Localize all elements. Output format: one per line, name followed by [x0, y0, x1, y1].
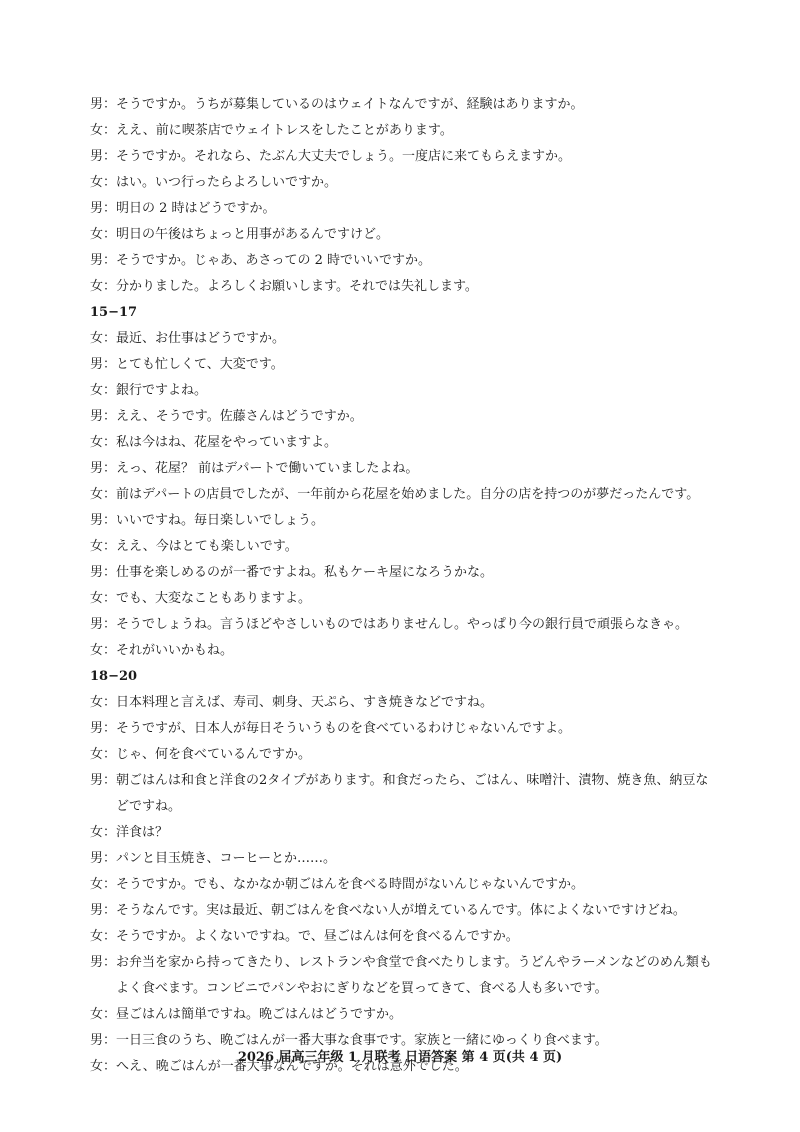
dialogue-line — [90, 482, 715, 508]
speaker-label: 男： — [90, 409, 117, 424]
line-text: ええ、前に喫茶店でウェイトレスをしたことがあります。 — [116, 123, 453, 138]
line-text: ええ、そうです。佐藤さんはどうですか。 — [116, 409, 363, 424]
speaker-label: 女： — [90, 695, 117, 710]
speaker-label: 女： — [90, 825, 117, 840]
dialogue-line — [90, 404, 715, 430]
dialogue-line — [90, 352, 715, 378]
dialogue-line — [90, 92, 715, 118]
speaker-label: 男： — [90, 773, 117, 788]
line-text: 前はデパートの店員でしたが、一年前から花屋を始めました。自分の店を持つのが夢だったんです。 — [116, 487, 700, 502]
line-text: 最近、お仕事はどうですか。 — [116, 331, 286, 346]
speaker-label: 女： — [90, 877, 117, 892]
dialogue-line — [90, 118, 715, 144]
section-heading: 15−17 — [90, 305, 138, 320]
line-text: そうでしょうね。言うほどやさしいものではありませんし。やっぱり今の銀行員で頑張らなきゃ。 — [116, 617, 689, 632]
line-text: とても忙しくて、大変です。 — [116, 357, 284, 372]
speaker-label: 男： — [90, 617, 117, 632]
line-text: 明日の 2 時はどうですか。 — [116, 201, 276, 216]
line-text: 昼ごはんは簡単ですね。晩ごはんはどうですか。 — [116, 1007, 403, 1022]
dialogue-line — [90, 898, 715, 924]
line-text: ええ、今はとても楽しいです。 — [116, 539, 298, 554]
dialogue-section-1 — [90, 92, 715, 300]
speaker-label: 女： — [90, 279, 117, 294]
dialogue-line — [90, 222, 715, 248]
speaker-label: 男： — [90, 97, 117, 112]
line-text: でも、大変なこともありますよ。 — [116, 591, 312, 606]
speaker-label: 女： — [90, 1059, 117, 1074]
speaker-label: 女： — [90, 539, 117, 554]
line-text: 仕事を楽しめるのが一番ですよね。私もケーキ屋になろうかな。 — [116, 565, 494, 580]
line-text: そうですが、日本人が毎日そういうものを食べているわけじゃないんですよ。 — [116, 721, 572, 736]
speaker-label: 女： — [90, 929, 117, 944]
dialogue-line — [90, 690, 715, 716]
speaker-label: 男： — [90, 253, 117, 268]
speaker-label: 女： — [90, 123, 117, 138]
section-heading: 18−20 — [90, 669, 138, 684]
speaker-label: 女： — [90, 487, 117, 502]
speaker-label: 男： — [90, 357, 117, 372]
line-text: はい。いつ行ったらよろしいですか。 — [116, 175, 338, 190]
line-text: えっ、花屋？ 前はデパートで働いていましたよね。 — [116, 461, 419, 476]
line-text: じゃ、何を食べているんですか。 — [116, 747, 312, 762]
dialogue-line — [90, 820, 715, 846]
dialogue-line — [90, 846, 715, 872]
speaker-label: 女： — [90, 591, 117, 606]
line-text: 分かりました。よろしくお願いします。それでは失礼します。 — [116, 279, 478, 294]
speaker-label: 女： — [90, 643, 117, 658]
line-text: それがいいかもね。 — [116, 643, 234, 658]
dialogue-line — [90, 612, 715, 638]
dialogue-line — [90, 144, 715, 170]
page-footer: 2026 届高三年级 1 月联考 日语答案 第 4 页(共 4 页) — [237, 1050, 563, 1065]
speaker-label: 女： — [90, 331, 117, 346]
dialogue-line — [90, 378, 715, 404]
dialogue-section-18-20 — [90, 664, 715, 1080]
speaker-label: 男： — [90, 461, 117, 476]
line-text: へえ、晩ごはんが一番大事なんですか。それは意外でした。 — [116, 1059, 468, 1074]
dialogue-line — [90, 586, 715, 612]
speaker-label: 男： — [90, 955, 117, 970]
speaker-label: 女： — [90, 1007, 117, 1022]
dialogue-line — [90, 196, 715, 222]
line-text: 日本料理と言えば、寿司、刺身、天ぷら、すき焼きなどですね。 — [116, 695, 494, 710]
line-text: そうなんです。実は最近、朝ごはんを食べない人が増えているんです。体によくないですけどね。 — [116, 903, 686, 918]
dialogue-line — [90, 170, 715, 196]
speaker-label: 女： — [90, 383, 117, 398]
dialogue-line — [90, 742, 715, 768]
line-text: 朝ごはんは和食と洋食の2タイプがあります。和食だったら、ごはん、味噌汁、漬物、焼き魚、納豆などですね。 — [116, 773, 709, 814]
dialogue-section-15-17 — [90, 300, 715, 664]
dialogue-line — [90, 274, 715, 300]
dialogue-line — [90, 326, 715, 352]
line-text: そうですか。うちが募集しているのはウェイトなんですが、経験はありますか。 — [116, 97, 584, 112]
dialogue-line — [90, 768, 715, 820]
speaker-label: 男： — [90, 1033, 117, 1048]
dialogue-content — [90, 92, 715, 1080]
dialogue-line — [90, 716, 715, 742]
line-text: そうですか。それなら、たぶん大丈夫でしょう。一度店に来てもらえますか。 — [116, 149, 572, 164]
speaker-label: 女： — [90, 435, 117, 450]
dialogue-line — [90, 924, 715, 950]
speaker-label: 男： — [90, 903, 117, 918]
dialogue-line — [90, 638, 715, 664]
speaker-label: 女： — [90, 175, 117, 190]
speaker-label: 男： — [90, 513, 117, 528]
line-text: そうですか。よくないですね。で、昼ごはんは何を食べるんですか。 — [116, 929, 519, 944]
line-text: 洋食は？ — [116, 825, 169, 840]
dialogue-line — [90, 950, 715, 1002]
speaker-label: 男： — [90, 149, 117, 164]
dialogue-line — [90, 430, 715, 456]
speaker-label: 男： — [90, 721, 117, 736]
speaker-label: 男： — [90, 565, 117, 580]
line-text: 明日の午後はちょっと用事があるんですけど。 — [116, 227, 390, 242]
dialogue-line — [90, 872, 715, 898]
dialogue-line — [90, 508, 715, 534]
speaker-label: 女： — [90, 227, 117, 242]
speaker-label: 男： — [90, 201, 117, 216]
line-text: パンと目玉焼き、コーヒーとか……。 — [116, 851, 336, 866]
line-text: 銀行ですよね。 — [116, 383, 208, 398]
speaker-label: 男： — [90, 851, 117, 866]
dialogue-line — [90, 1002, 715, 1028]
dialogue-line — [90, 248, 715, 274]
line-text: 一日三食のうち、晩ごはんが一番大事な食事です。家族と一緒にゆっくり食べます。 — [116, 1033, 608, 1048]
line-text: いいですね。毎日楽しいでしょう。 — [116, 513, 325, 528]
line-text: 私は今はね、花屋をやっていますよ。 — [116, 435, 338, 450]
line-text: そうですか。でも、なかなか朝ごはんを食べる時間がないんじゃないんですか。 — [116, 877, 585, 892]
speaker-label: 女： — [90, 747, 117, 762]
line-text: お弁当を家から持ってきたり、レストランや食堂で食べたりします。うどんやラーメンなどのめん類もよく食べます。コンビニでパンやおにぎりなどを買ってきて、食べる人も多いです。 — [116, 955, 712, 996]
dialogue-line — [90, 560, 715, 586]
dialogue-line — [90, 456, 715, 482]
dialogue-line — [90, 534, 715, 560]
line-text: そうですか。じゃあ、あさっての 2 時でいいですか。 — [116, 253, 432, 268]
